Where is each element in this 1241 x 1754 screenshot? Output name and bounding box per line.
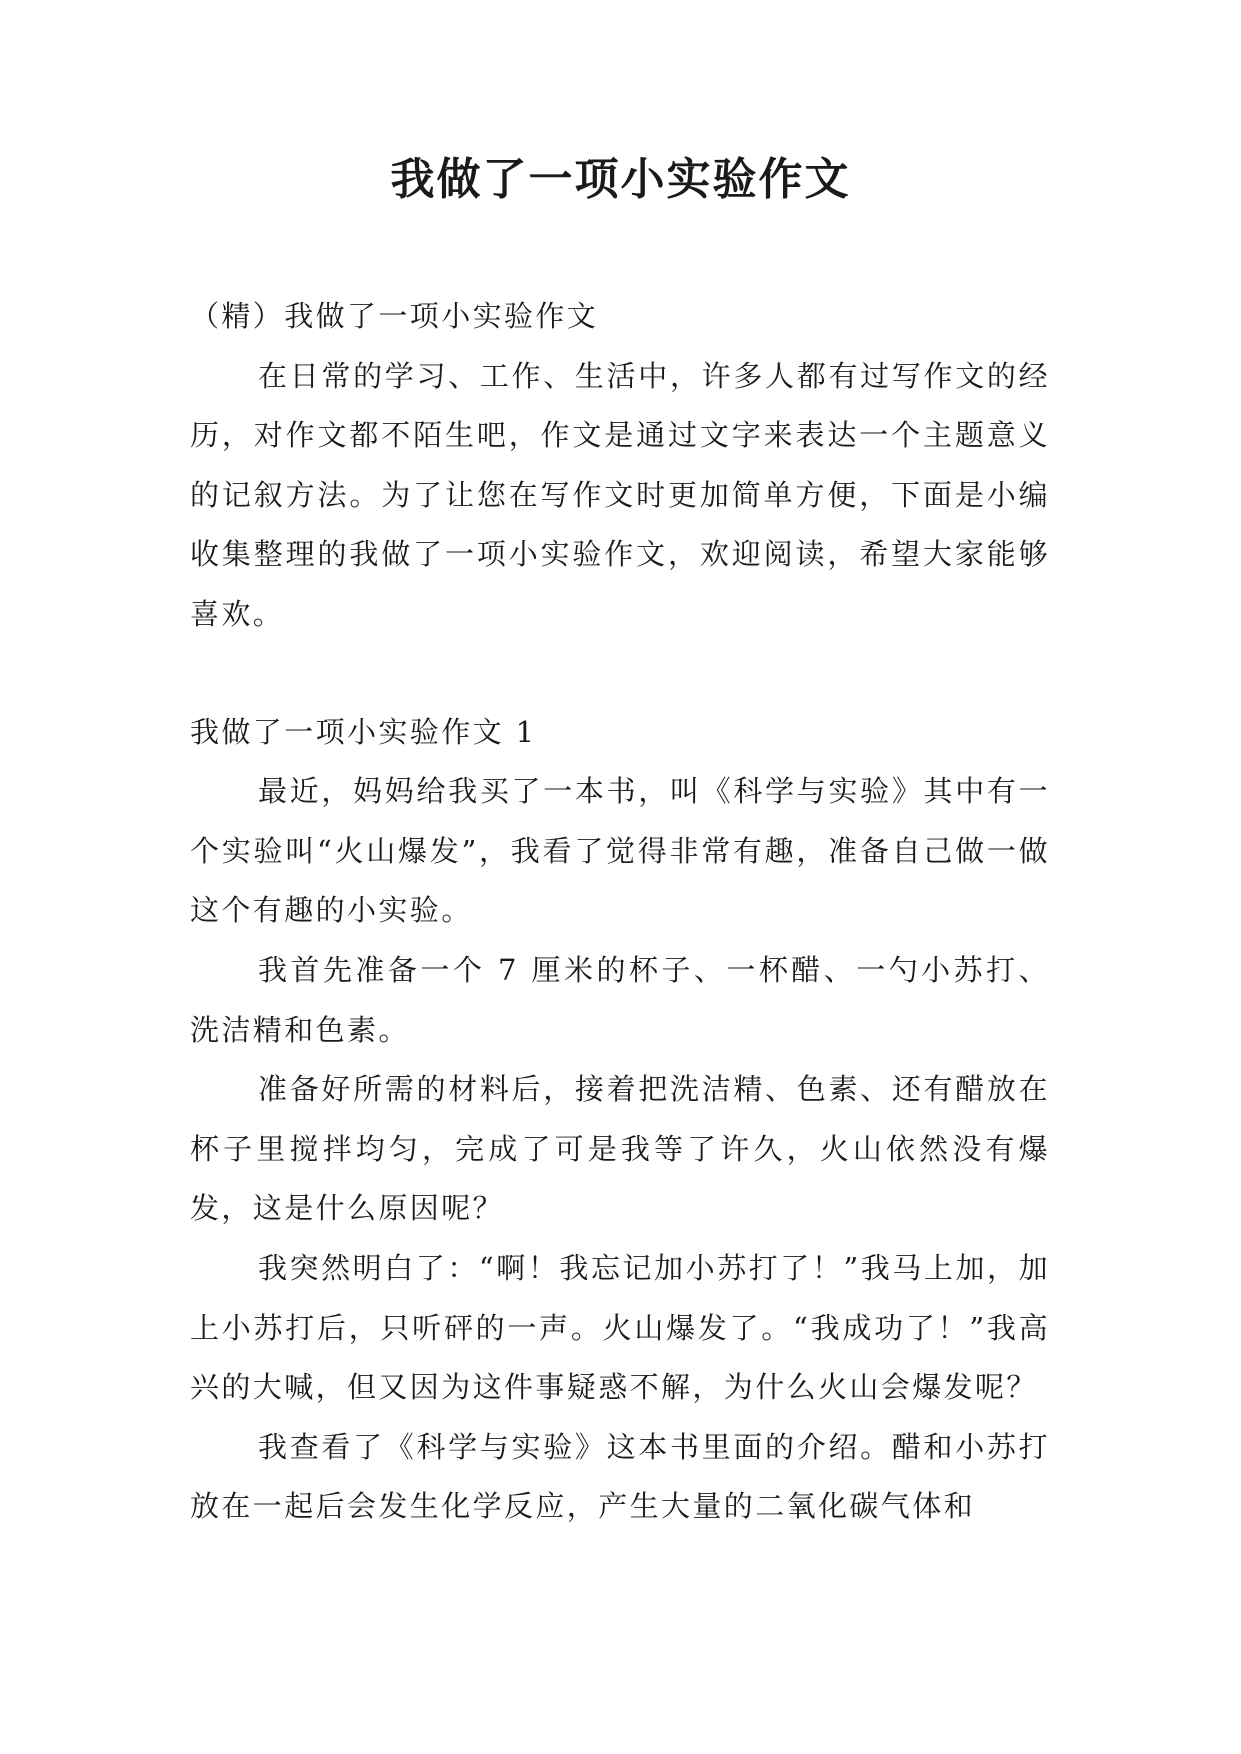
section-heading: 我做了一项小实验作文 1 bbox=[190, 714, 537, 749]
document-title: 我做了一项小实验作文 bbox=[390, 154, 851, 205]
body-paragraph: 准备好所需的材料后，接着把洗洁精、色素、还有醋放在杯子里搅拌均匀，完成了可是我等了许久，火山依然没有爆发，这是什么原因呢？ bbox=[190, 1072, 1050, 1226]
body-paragraph: 最近，妈妈给我买了一本书，叫《科学与实验》其中有一个实验叫“火山爆发”，我看了觉得非常有趣，准备自己做一做这个有趣的小实验。 bbox=[190, 774, 1050, 928]
document-body bbox=[190, 287, 1050, 1537]
body-paragraph: 我首先准备一个 7 厘米的杯子、一杯醋、一勺小苏打、洗洁精和色素。 bbox=[190, 952, 1050, 1047]
body-paragraph: 我查看了《科学与实验》这本书里面的介绍。醋和小苏打放在一起后会发生化学反应，产生大量的二氧化碳气体和 bbox=[190, 1429, 1050, 1524]
document-subtitle: （精）我做了一项小实验作文 bbox=[190, 299, 599, 333]
body-paragraph: 我突然明白了：“啊！我忘记加小苏打了！”我马上加，加上小苏打后，只听砰的一声。火山爆发了。“我成功了！”我高兴的大喊，但又因为这件事疑惑不解，为什么火山会爆发呢？ bbox=[190, 1250, 1050, 1405]
intro-paragraph: 在日常的学习、工作、生活中，许多人都有过写作文的经历，对作文都不陌生吧，作文是通过文字来表达一个主题意义的记叙方法。为了让您在写作文时更加简单方便，下面是小编收集整理的我做了一项小实验作文，欢迎阅读，希望大家能够喜欢。 bbox=[190, 358, 1050, 631]
